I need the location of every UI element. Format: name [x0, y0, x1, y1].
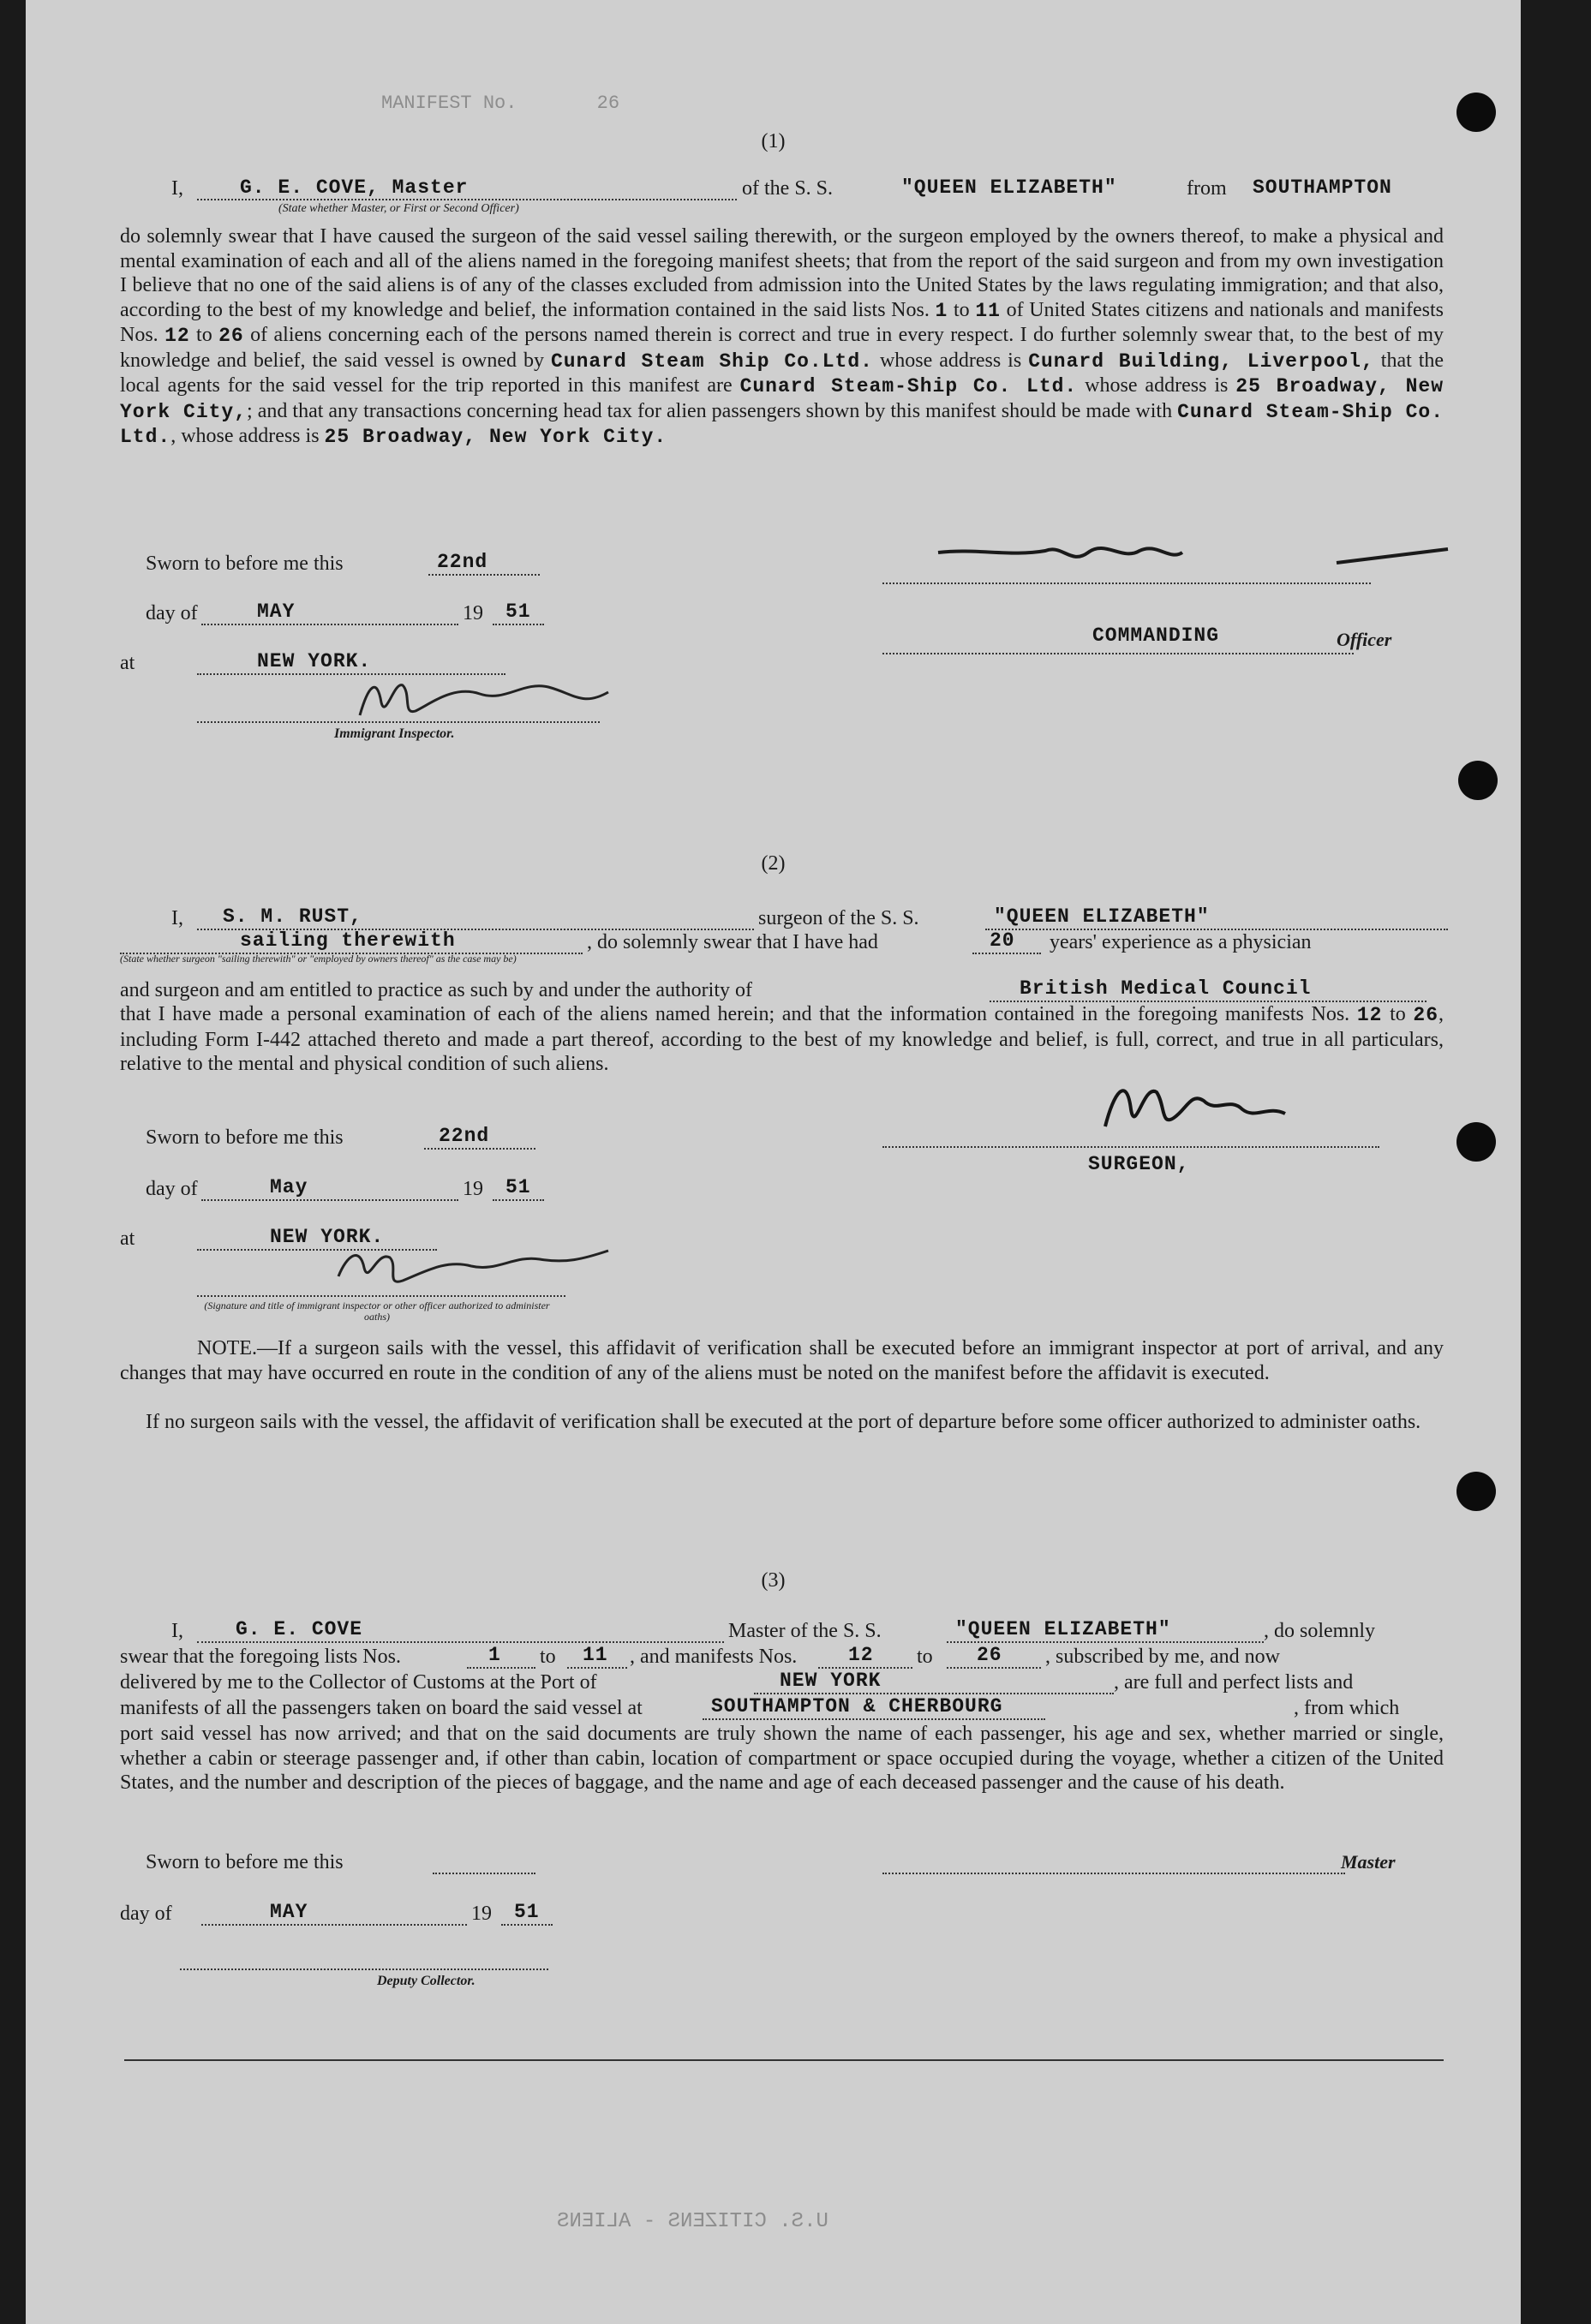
s2-sworn: Sworn to before me this: [146, 1126, 344, 1149]
footer-ghost: U.S. CITIZENS - ALIENS: [557, 2210, 828, 2233]
s1-year: 51: [505, 600, 531, 623]
s2-day-of: day of: [146, 1178, 198, 1200]
s1-month: MAY: [257, 600, 296, 623]
s3-ports: SOUTHAMPTON & CHERBOURG: [711, 1695, 1003, 1718]
s1-city: NEW YORK.: [257, 650, 372, 672]
s1-sworn-day: 22nd: [437, 551, 488, 573]
s3-to-1: to: [540, 1646, 556, 1668]
s3-sworn: Sworn to before me this: [146, 1851, 344, 1873]
s2-city: NEW YORK.: [270, 1226, 385, 1248]
s3-manifests: , and manifests Nos.: [630, 1646, 798, 1668]
s1-hint: (State whether Master, or First or Second Officer): [278, 202, 519, 215]
s1-master-name: G. E. COVE, Master: [240, 176, 469, 199]
s1-from: from: [1187, 177, 1227, 200]
s2-hint: (State whether surgeon "sailing therewith" or "employed by owners thereof" as the case may be): [120, 953, 517, 965]
s2-year: 51: [505, 1176, 531, 1198]
inspector-signature-1: [351, 668, 625, 728]
s1-day-of: day of: [146, 602, 198, 624]
s3-month: MAY: [270, 1901, 308, 1923]
punch-hole: [1456, 1472, 1496, 1511]
section-1-number: (1): [761, 130, 786, 152]
s2-sailing: sailing therewith: [240, 929, 456, 952]
s3-delivered: delivered by me to the Collector of Customs at the Port of: [120, 1671, 597, 1694]
s3-year: 51: [514, 1901, 540, 1923]
s1-of-the: of the S. S.: [742, 177, 834, 200]
s1-at: at: [120, 652, 135, 674]
s1-i-label: I,: [171, 177, 183, 200]
s2-surgeon-of: surgeon of the S. S.: [758, 907, 919, 929]
s2-sig-hint: (Signature and title of immigrant inspector or other officer authorized to administer oaths): [204, 1299, 550, 1323]
s3-full: , are full and perfect lists and: [1114, 1671, 1354, 1694]
s2-surgeon-name: S. M. RUST,: [223, 905, 362, 928]
s3-to-2: to: [917, 1646, 933, 1668]
s3-day-of: day of: [120, 1903, 172, 1925]
note-paragraph-2: If no surgeon sails with the vessel, the affidavit of verification shall be executed at the port of departure before some officer authorized to administer oaths.: [146, 1411, 1421, 1433]
s2-vessel: "QUEEN ELIZABETH": [994, 905, 1210, 928]
s3-man-from: 12: [848, 1644, 874, 1666]
section-2-number: (2): [761, 852, 786, 875]
s3-port: NEW YORK: [780, 1670, 882, 1692]
surgeon-signature: [1088, 1066, 1311, 1144]
s3-i-label: I,: [171, 1620, 183, 1642]
punch-hole: [1456, 1122, 1496, 1162]
s1-commanding: COMMANDING: [1092, 624, 1220, 647]
s3-vessel: "QUEEN ELIZABETH": [955, 1618, 1171, 1640]
s2-month: May: [270, 1176, 308, 1198]
s3-solemnly: , do solemnly: [1264, 1620, 1375, 1642]
section-3-number: (3): [761, 1569, 786, 1592]
s2-authority: British Medical Council: [1020, 977, 1312, 1000]
s2-sworn-day: 22nd: [439, 1125, 490, 1147]
s2-i-label: I,: [171, 907, 183, 929]
s1-sworn: Sworn to before me this: [146, 553, 344, 575]
s3-subscribed: , subscribed by me, and now: [1045, 1646, 1280, 1668]
s3-master-label: Master: [1341, 1851, 1396, 1873]
s2-nineteen: 19: [463, 1178, 483, 1200]
s3-from-which: , from which: [1294, 1697, 1400, 1719]
s3-lists-to: 11: [583, 1644, 608, 1666]
s2-paragraph: that I have made a personal examination of each of the aliens named herein; and that the information contained in the foregoing manifests Nos. 12 to 26, including Form I-442 attached thereto and made a part thereof, according to the best of my knowledge and belief, is full, correct, and true in all particulars, relative to the mental and physical condition of such aliens.: [120, 1003, 1444, 1075]
s1-port: SOUTHAMPTON: [1253, 176, 1392, 199]
manifest-no-ghost: MANIFEST No. 26: [381, 93, 620, 114]
s3-man-to: 26: [977, 1644, 1002, 1666]
s3-lists-from: 1: [488, 1644, 501, 1666]
manifest-page: [26, 0, 1521, 2324]
note-paragraph-1: NOTE.—If a surgeon sails with the vessel, this affidavit of verification shall be executed before an immigrant inspector at port of arrival, and any changes that may have occurred en route in the condition of any of the aliens must be noted on the manifest before the affidavit is executed.: [120, 1337, 1444, 1384]
s1-inspector-label: Immigrant Inspector.: [334, 726, 455, 741]
inspector-signature-2: [326, 1234, 617, 1302]
punch-hole: [1456, 93, 1496, 132]
s2-swear: , do solemnly swear that I have had: [587, 931, 878, 953]
s2-surgeon-label: SURGEON,: [1088, 1153, 1190, 1175]
s3-nineteen: 19: [471, 1903, 492, 1925]
s3-paragraph: port said vessel has now arrived; and that on the said documents are truly shown the name of each passenger, his age and sex, whether married or single, whether a cabin or steerage passenger and, if other than cabin, location of compartment or space occupied during the voyage, whether a citizen of the United States, and the number and description of the pieces of baggage, and the name and age of each deceased passenger and the cause of his death.: [120, 1723, 1444, 1794]
s1-paragraph: do solemnly swear that I have caused the surgeon of the said vessel sailing therewith, or the surgeon employed by the owners thereof, to make a physical and mental examination of each and all of the aliens named in the foregoing manifest sheets; that from the report of the said surgeon and from my own investigation I believe that no one of the said aliens is of any of the classes excluded from admission into the United States by the laws regulating immigration; and that also, according to the best of my knowledge and belief, the information contained in the said lists Nos. 1 to 11 of United States citizens and nationals and manifests Nos. 12 to 26 of aliens concerning each of the persons named therein is correct and true in every respect. I do further solemnly swear that, to the best of my knowledge and belief, the said vessel is owned by Cunard Steam Ship Co.Ltd. whose address is Cunard Building, Liverpool, that the local agents for the said vessel for the trip reported in this manifest are Cunard Steam-Ship Co. Ltd. whose address is 25 Broadway, New York City,; and that any transactions concerning head tax for alien passengers shown by this manifest should be made with Cunard Steam-Ship Co. Ltd., whose address is 25 Broadway, New York City.: [120, 225, 1444, 448]
s2-authority-text: and surgeon and am entitled to practice as such by and under the authority of: [120, 979, 752, 1001]
s2-years: 20: [990, 929, 1015, 952]
s2-experience: years' experience as a physician: [1050, 931, 1312, 953]
s3-manifests-of: manifests of all the passengers taken on board the said vessel at: [120, 1697, 643, 1719]
punch-hole: [1458, 761, 1498, 800]
s1-nineteen: 19: [463, 602, 483, 624]
s3-master-of: Master of the S. S.: [728, 1620, 882, 1642]
s3-deputy-label: Deputy Collector.: [377, 1974, 476, 1988]
s2-at: at: [120, 1228, 135, 1250]
master-signature: [925, 527, 1456, 578]
s3-swear: swear that the foregoing lists Nos.: [120, 1646, 401, 1668]
s1-officer: Officer: [1337, 629, 1392, 650]
bottom-rule: [124, 2059, 1444, 2061]
s3-master-name: G. E. COVE: [236, 1618, 363, 1640]
s1-vessel: "QUEEN ELIZABETH": [901, 176, 1117, 199]
